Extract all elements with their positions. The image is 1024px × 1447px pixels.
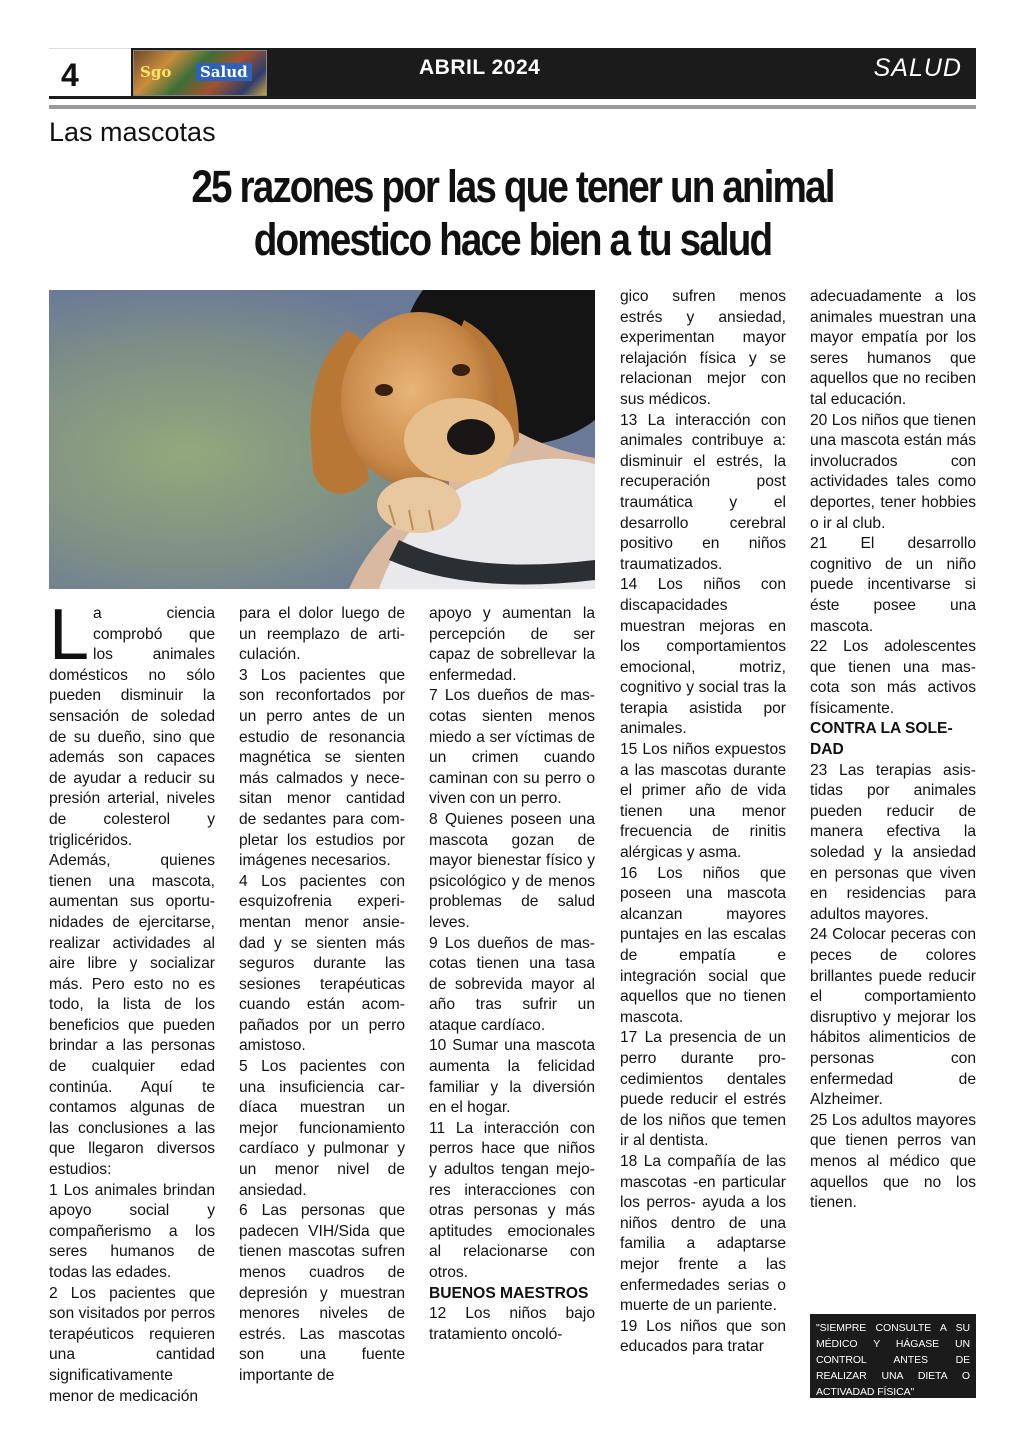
reason-item: 22 Los adolescentes que tienen una mascota son más activos físicamente. (810, 638, 976, 717)
reason-item: 4 Los pacientes con esquizofrenia experimentan menor ansiedad y se sienten más seguros durante las sesiones terapéuticas cuando están acompañados por un perro amistoso. (239, 872, 405, 1055)
reason-item: 20 Los niños que tienen una mascota están más involucrados con actividades tales como deportes, tener hobbies o ir al club. (810, 411, 976, 532)
reason-item: 13 La interacción con animales contribuye a: disminuir el estrés, la recuperación post traumática y el desarrollo cerebral positivo en niños traumatizados. (620, 411, 786, 573)
issue-date: ABRIL 2024 (419, 56, 541, 79)
page-number: 4 (61, 57, 79, 93)
logo-text-left: Sgo (140, 63, 172, 81)
paragraph: Además, quienes tienen una mascota, aumentan sus oportunidades de ejercitarse, realizar actividades al aire libre y socializar más. Pero esto no es todo, la lista de los beneficios que pueden brindar a las personas de cualquier edad continúa. Aquí te contamos algunas de las conclusiones a las que llegaron diversos estudios: (49, 852, 215, 1179)
logo-text-right: Salud (196, 63, 252, 81)
page-number-box (49, 48, 131, 99)
reason-item: 24 Colocar peceras con peces de colores brillantes puede reducir el comportamiento disruptivo y mejorar los hábitos alimenticios de personas con enfermedad de Alzheimer. (810, 926, 976, 1109)
reason-item: 25 Los adultos mayores que tienen perros van menos al médico que aquellos que no los tienen. (810, 1111, 976, 1212)
reason-item: 12 Los niños bajo tratamiento oncoló- (429, 1305, 595, 1343)
article-column-5 (810, 287, 976, 1214)
dog-hug-photo-icon (49, 290, 595, 589)
reason-item: 19 Los niños que son educados para tratar (620, 1317, 786, 1356)
article-photo (49, 290, 595, 589)
intro-paragraph (49, 595, 215, 851)
reason-item: 7 Los dueños de mascotas sienten menos miedo a ser víctimas de un crimen cuando caminan con su perro o viven con un perro. (429, 687, 595, 808)
header-divider (49, 105, 976, 109)
article-headline (184, 160, 842, 266)
intro-text: a ciencia comprobó que los animales domésticos no sólo pueden disminuir la sensación de soledad de su dueño, sino que además son capaces de ayudar a reducir su presión arterial, niveles de colesterol y triglicéridos. (49, 605, 215, 849)
headline-line-1: 25 razones por las que tener un animal (191, 161, 834, 212)
publication-logo (133, 50, 267, 96)
paragraph: gico sufren menos estrés y ansiedad, experimentan mayor relajación física y se relacionan mejor con sus médicos. (620, 288, 786, 408)
page-header (49, 48, 976, 99)
reason-item: 8 Quienes poseen una mascota gozan de mayor bienestar físico y psicológico y de menos problemas de salud leves. (429, 810, 595, 931)
reason-item: 21 El desarrollo cognitivo de un niño puede incentivarse si éste posee una mascota. (810, 535, 976, 635)
article-column-2 (239, 604, 405, 1387)
headline-line-2: domestico hace bien a tu salud (253, 214, 772, 265)
article-column-3 (429, 604, 595, 1345)
dropcap: L (49, 595, 90, 675)
reason-item: 17 La presencia de un perro durante procedimientos dentales puede reducir el estrés de los niños que temen ir al dentista. (620, 1029, 786, 1150)
subheading-contra-la-soledad: CONTRA LA SOLEDAD (810, 720, 953, 759)
reason-item: 18 La compañía de las mascotas -en particular los perros- ayuda a los niños dentro de una familia a adaptarse mejor frente a las enfermedades serias o muerte de un pariente. (620, 1152, 786, 1315)
subheading-buenos-maestros: BUENOS MAESTROS (429, 1284, 589, 1302)
reason-item: 3 Los pacientes que son reconfortados por un perro antes de un estudio de resonancia magnética se sienten más calmados y necesitan menor cantidad de sedantes para completar los estudios por imágenes necesarios. (239, 666, 405, 870)
reason-item: 14 Los niños con discapacidades muestran mejoras en los comportamientos emocional, motriz, cognitivo y social tras la terapia asistida por animales. (620, 576, 786, 738)
reason-item: 2 Los pacientes que son visitados por perros terapéuticos requieren una cantidad significativamente menor de medicación (49, 1284, 215, 1405)
reason-item: 16 Los niños que poseen una mascota alcanzan mayores puntajes en las escalas de empatía e integración social que aquellos que no tienen mascota. (620, 864, 786, 1026)
article-kicker: Las mascotas (49, 117, 216, 147)
reason-item: 6 Las personas que padecen VIH/Sida que tienen mascotas sufren menos cuadros de depresión y muestran menores niveles de estrés. Las mascotas son una fuente importante de (239, 1202, 405, 1384)
article-column-1 (49, 595, 215, 1407)
paragraph: adecuadamente a los animales muestran una mayor empatía por los seres humanos que aquellos que no reciben tal educación. (810, 288, 976, 408)
reason-item: 9 Los dueños de mascotas tienen una tasa de sobrevida mayor al año tras sufrir un ataque cardíaco. (429, 934, 595, 1034)
reason-item: 1 Los animales brindan apoyo social y compañerismo a los seres humanos de todas las edades. (49, 1181, 215, 1281)
section-name: SALUD (873, 54, 962, 82)
paragraph: para el dolor luego de un reemplazo de articulación. (239, 605, 405, 664)
reason-item: 5 Los pacientes con una insuficiencia cardíaca muestran un mejor funcionamiento cardíaco y pulmonar y un menor nivel de ansiedad. (239, 1058, 405, 1199)
reason-item: 11 La interacción con perros hace que niños y adultos tengan mejores interacciones con otras personas y más aptitudes emocionales al relacionarse con otros. (429, 1119, 595, 1281)
reason-item: 15 Los niños expuestos a las mascotas durante el primer año de vida tienen una menor frecuencia de rinitis alérgicas y asma. (620, 741, 786, 862)
paragraph: apoyo y aumentan la percepción de ser capaz de sobrellevar la enfermedad. (429, 605, 595, 684)
article-column-4 (620, 287, 786, 1358)
reason-item: 10 Sumar una mascota aumenta la felicidad familiar y la diversión en el hogar. (429, 1037, 595, 1117)
reason-item: 23 Las terapias asistidas por animales pueden reducir de manera efectiva la soledad y la ansiedad en personas que viven en residencias para adultos mayores. (810, 761, 976, 923)
advice-quote-box: "SIEMPRE CONSULTE A SU MÉDICO Y HÁGASE UN CONTROL ANTES DE REALIZAR UNA DIETA O ACTIVADAD FÍSICA" (810, 1314, 976, 1398)
